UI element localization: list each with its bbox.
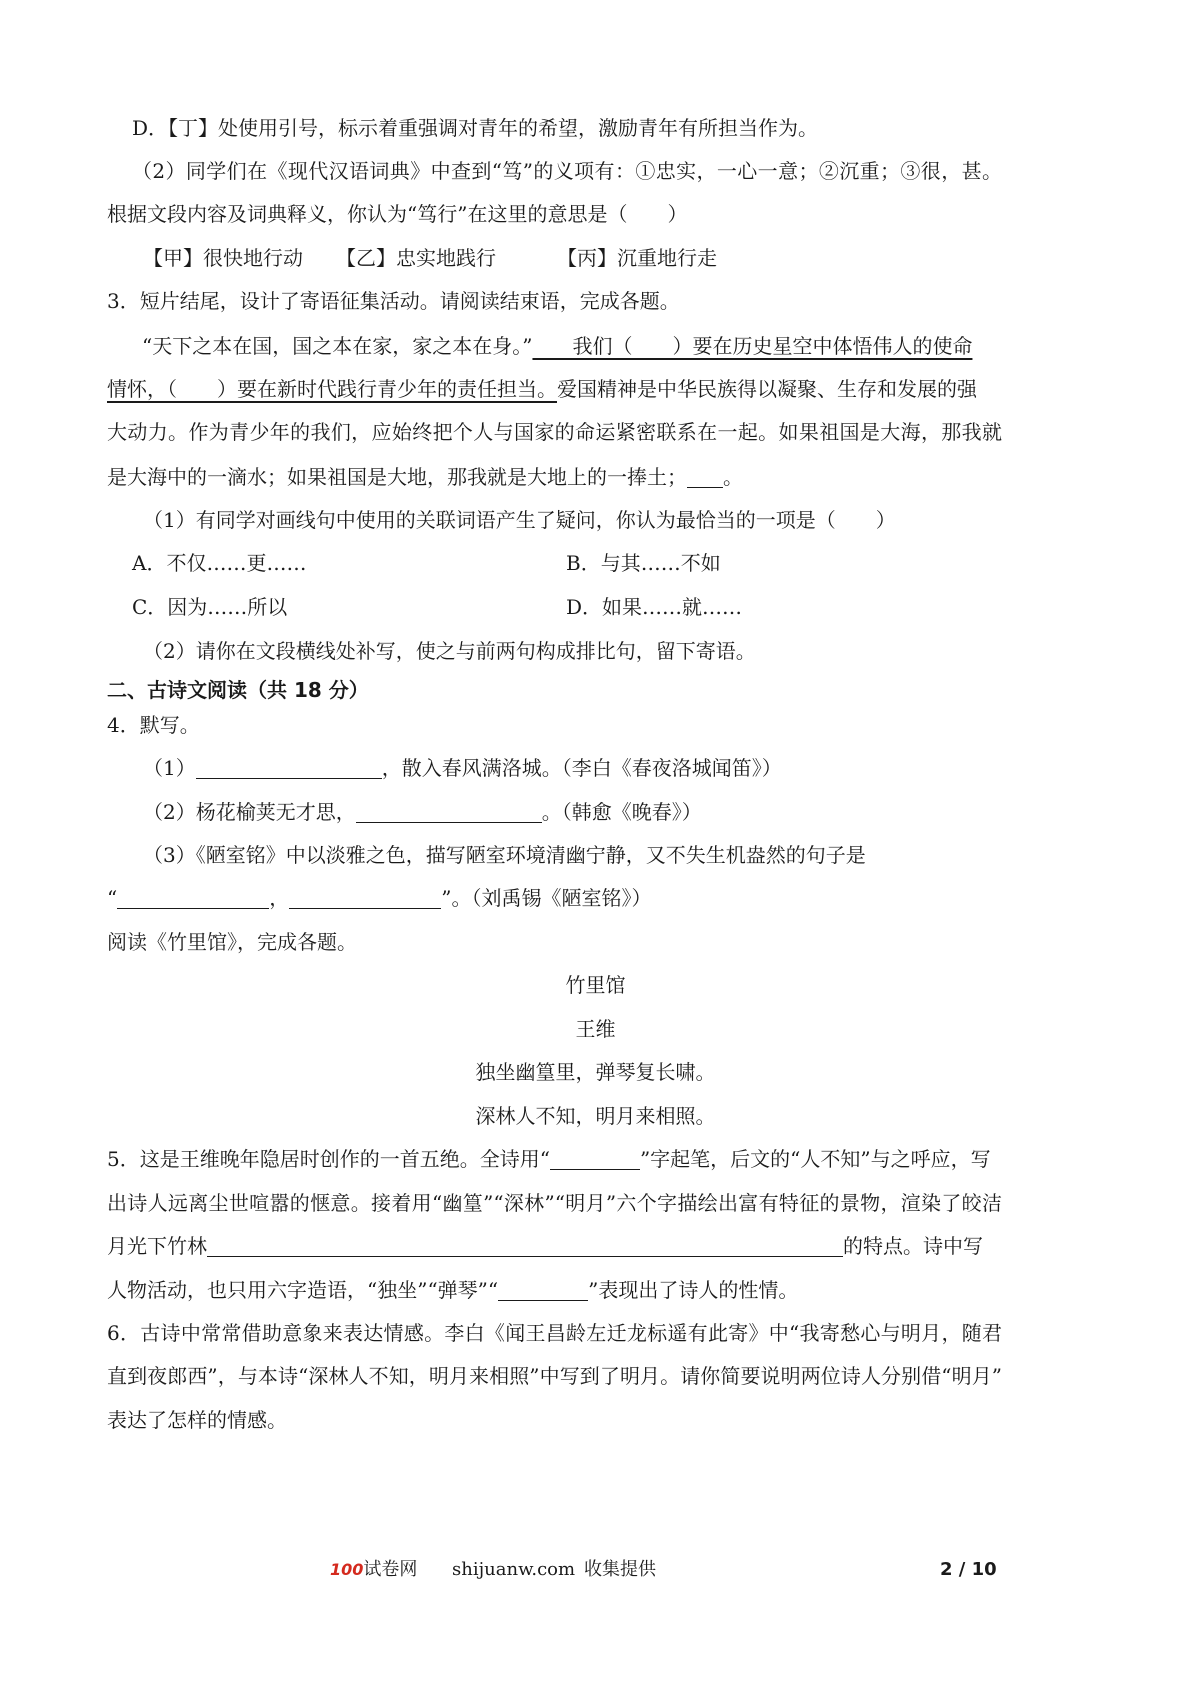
item-text: ”。（刘禹锡《陋室铭》） <box>441 886 652 910</box>
site-logo-icon: 100 <box>330 1560 364 1579</box>
poem-author: 王维 <box>575 1017 616 1041</box>
option-a: A．不仅……更…… <box>132 551 307 575</box>
item-text: ，散入春风满洛城。（李白《春夜洛城闻笛》） <box>381 756 782 780</box>
option-bing: 【丙】沉重地行走 <box>557 246 717 270</box>
question-text: ”表现出了诗人的性情。 <box>588 1278 799 1302</box>
option-d: D．如果……就…… <box>566 595 743 619</box>
question-3-paragraph-line2 <box>107 374 977 404</box>
fill-blank[interactable] <box>289 888 441 909</box>
paragraph-text: 。 <box>723 465 743 489</box>
item-text: （2）杨花榆荚无才思， <box>143 800 356 824</box>
footer-brand <box>330 1558 417 1582</box>
comma: ， <box>269 886 290 910</box>
question-3-paragraph-line1 <box>142 331 972 361</box>
poem-line-1: 独坐幽篁里，弹琴复长啸。 <box>475 1060 716 1084</box>
fill-blank[interactable] <box>550 1149 640 1170</box>
question-text: ”字起笔，后文的“人不知”与之呼应，写 <box>639 1147 991 1171</box>
item-text: 。（韩愈《晚春》） <box>541 800 702 824</box>
fill-blank[interactable] <box>196 758 382 779</box>
fill-blank[interactable] <box>687 467 723 488</box>
fill-blank[interactable] <box>117 888 269 909</box>
question-4-item1 <box>143 753 782 783</box>
question-2-sub2-line1: （2）同学们在《现代汉语词典》中查到“笃”的义项有：①忠实，一心一意；②沉重；③很，甚。 <box>132 159 1002 183</box>
footer-provided: 收集提供 <box>584 1559 656 1580</box>
question-4-item2 <box>143 797 702 827</box>
question-text: 5．这是王维晚年隐居时创作的一首五绝。全诗用“ <box>107 1147 550 1171</box>
question-6-line3: 表达了怎样的情感。 <box>107 1408 287 1432</box>
question-text: 人物活动，也只用六字造语，“独坐”“弹琴”“ <box>107 1278 499 1302</box>
poem-title: 竹里馆 <box>565 973 626 997</box>
question-text: 月光下竹林 <box>107 1234 207 1258</box>
quote-text: “天下之本在国，国之本在家，家之本在身。” <box>142 334 533 358</box>
question-6-line2: 直到夜郎西”，与本诗“深林人不知，明月来相照”中写到了明月。请你简要说明两位诗人分别借“明月” <box>107 1364 1002 1388</box>
paragraph-text: 爱国精神是中华民族得以凝聚、生存和发展的强 <box>557 377 977 401</box>
quote-mark: “ <box>107 886 118 910</box>
question-5-line3 <box>107 1231 983 1261</box>
underlined-sentence-part2: 情怀，（ ）要在新时代践行青少年的责任担当。 <box>107 377 557 401</box>
question-3-paragraph-line4 <box>107 462 743 492</box>
section-2-heading: 二、古诗文阅读（共 18 分） <box>107 678 369 702</box>
question-3-sub2: （2）请你在文段横线处补写，使之与前两句构成排比句，留下寄语。 <box>143 639 756 663</box>
fill-blank[interactable] <box>498 1280 588 1301</box>
question-3-sub1: （1）有同学对画线句中使用的关联词语产生了疑问，你认为最恰当的一项是（ ） <box>143 508 896 532</box>
question-text: 的特点。诗中写 <box>843 1234 983 1258</box>
question-5-line1 <box>107 1144 991 1174</box>
question-4-item3-answer-line <box>107 883 651 913</box>
question-3-paragraph-line3: 大动力。作为青少年的我们，应始终把个人与国家的命运紧密联系在一起。如果祖国是大海，那我就 <box>107 420 1002 444</box>
option-yi: 【乙】忠实地践行 <box>336 246 496 270</box>
question-4-item3: （3）《陋室铭》中以淡雅之色，描写陋室环境清幽宁静，又不失生机盎然的句子是 <box>143 843 866 867</box>
fill-blank[interactable] <box>207 1236 843 1257</box>
question-6-line1: 6．古诗中常常借助意象来表达情感。李白《闻王昌龄左迁龙标遥有此寄》中“我寄愁心与明月，随君 <box>107 1321 1002 1345</box>
site-name: 试卷网 <box>363 1559 418 1580</box>
question-2-option-d: D．【丁】处使用引号，标示着重强调对青年的希望，激励青年有所担当作为。 <box>132 116 819 140</box>
underlined-sentence-part1: 我们（ ）要在历史星空中体悟伟人的使命 <box>532 334 973 358</box>
question-3-title: 3．短片结尾，设计了寄语征集活动。请阅读结束语，完成各题。 <box>107 289 680 313</box>
question-5-line4 <box>107 1275 798 1305</box>
poem-line-2: 深林人不知，明月来相照。 <box>475 1104 716 1128</box>
footer-url[interactable]: shijuanw.com <box>452 1559 576 1580</box>
item-number: （1） <box>143 756 196 780</box>
paragraph-text: 是大海中的一滴水；如果祖国是大地，那我就是大地上的一捧土； <box>107 465 687 489</box>
option-b: B．与其……不如 <box>566 551 721 575</box>
question-4-title: 4．默写。 <box>107 713 200 737</box>
reading-intro: 阅读《竹里馆》，完成各题。 <box>107 930 357 954</box>
fill-blank[interactable] <box>356 802 542 823</box>
question-2-sub2-line2: 根据文段内容及词典释义，你认为“笃行”在这里的意思是（ ） <box>107 202 688 226</box>
question-5-line2: 出诗人远离尘世喧嚣的惬意。接着用“幽篁”“深林”“明月”六个字描绘出富有特征的景物，渲染了皎洁 <box>107 1191 1002 1215</box>
option-c: C．因为……所以 <box>132 595 288 619</box>
page-number: 2 / 10 <box>940 1559 997 1580</box>
option-jia: 【甲】很快地行动 <box>143 246 303 270</box>
